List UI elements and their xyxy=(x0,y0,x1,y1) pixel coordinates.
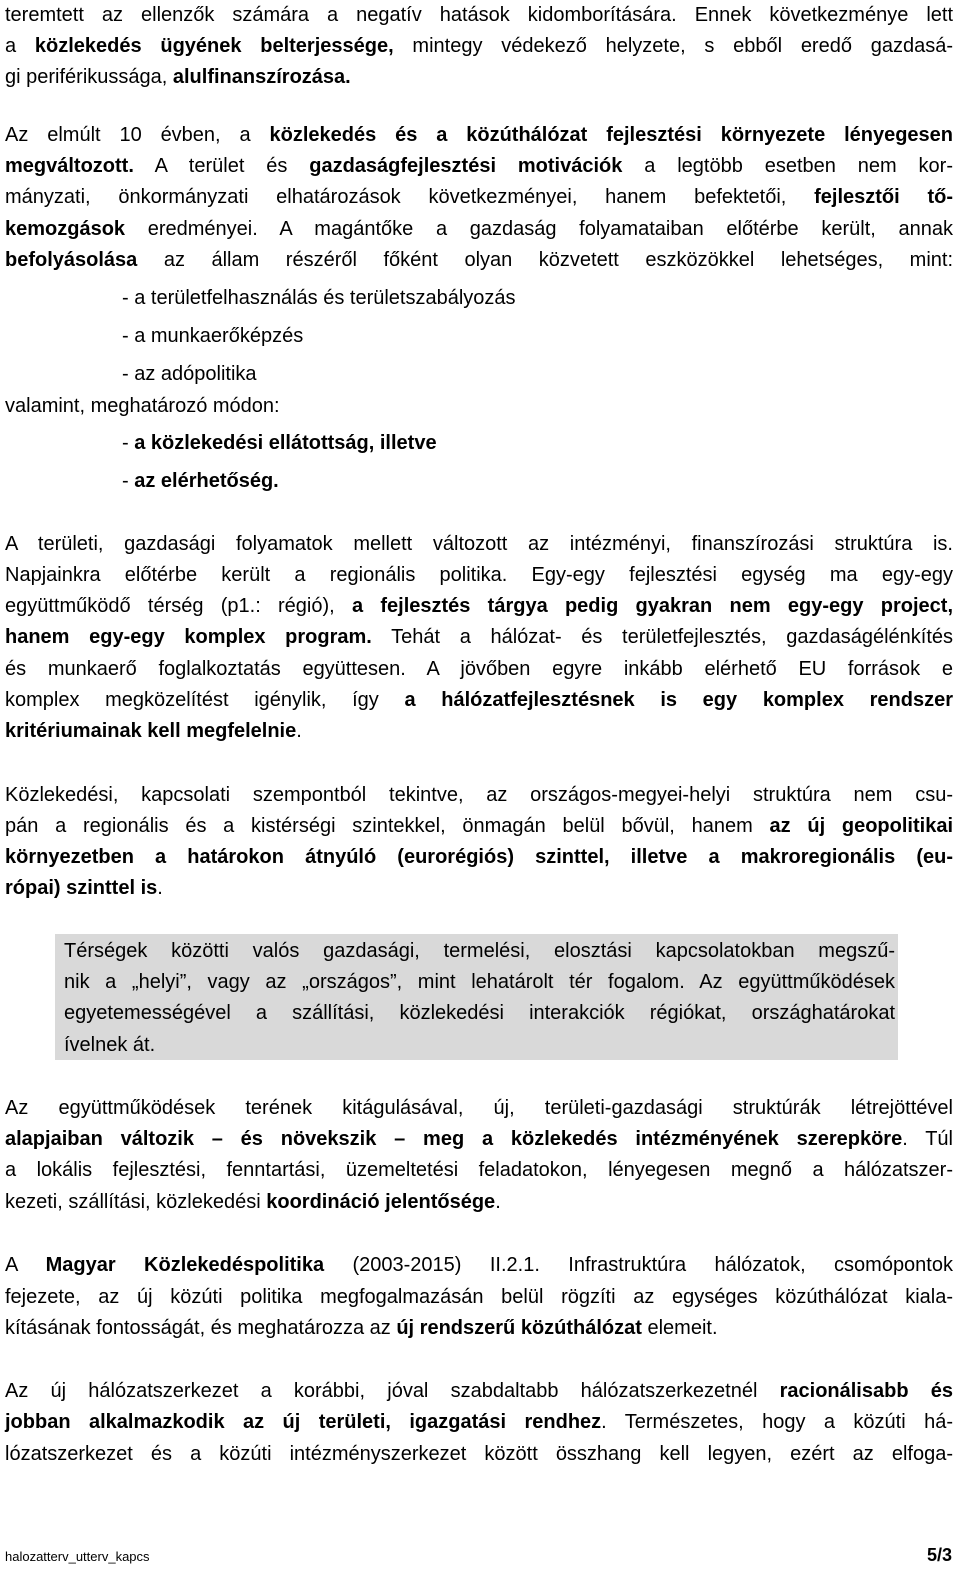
text-line xyxy=(5,214,953,244)
footer-filename: halozatterv_utterv_kapcs xyxy=(5,1549,150,1564)
text-run: és munkaerő foglalkoztatás együttesen. A jövőben egyre inkább elérhető EU források e xyxy=(5,658,953,680)
bold-text-run: racionálisabb és xyxy=(779,1380,953,1402)
text-run: . xyxy=(157,877,163,899)
text-run: a legtöbb esetben nem kor- xyxy=(622,155,953,177)
text-line xyxy=(5,1313,953,1343)
bold-text-run: új rendszerű közúthálózat xyxy=(396,1317,642,1339)
bold-text-run: az új geopolitikai xyxy=(769,815,953,837)
text-line xyxy=(5,1250,953,1280)
bold-text-run: a közlekedési ellátottság, illetve xyxy=(134,432,437,454)
text-run: . xyxy=(296,720,302,742)
text-line xyxy=(5,1407,953,1437)
text-run: Napjainkra előtérbe került a regionális politika. Egy-egy fejlesztési egység ma egy-egy xyxy=(5,564,953,586)
text-line xyxy=(5,1376,953,1406)
text-run: ívelnek át. xyxy=(64,1034,156,1056)
bold-text-run: megváltozott. xyxy=(5,155,134,177)
text-run: - a munkaerőképzés xyxy=(122,325,304,347)
text-line xyxy=(5,0,953,30)
text-line xyxy=(64,1030,895,1060)
text-line xyxy=(5,622,953,652)
bold-text-run: a fejlesztés tárgya pedig gyakran nem egy-egy project, xyxy=(351,595,953,617)
text-run: a lokális fejlesztési, fenntartási, üzemeltetési feladatokon, lényegesen megnő a hálózatszer- xyxy=(5,1159,953,1181)
text-run: Az elmúlt 10 évben, a xyxy=(5,124,270,146)
text-line xyxy=(5,31,953,61)
text-run: nik a „helyi”, vagy az „országos”, mint lehatárolt tér fogalom. Az együttműködések xyxy=(64,971,895,993)
text-run: elemeit. xyxy=(641,1317,718,1339)
text-run: mányzati, önkormányzati elhatározások következményei, hanem befektetői, xyxy=(5,186,815,208)
text-run: Közlekedési, kapcsolati szempontból tekintve, az országos-megyei-helyi struktúra nem csu- xyxy=(5,784,953,806)
text-line xyxy=(5,873,953,903)
bold-text-run: Magyar Közlekedéspolitika xyxy=(45,1254,325,1276)
text-line xyxy=(64,998,895,1028)
bold-text-run: közlekedés ügyének belterjessége, xyxy=(34,35,394,57)
text-run: - az adópolitika xyxy=(122,363,257,385)
text-line xyxy=(5,529,953,559)
bold-text-run: közlekedés és a közúthálózat fejlesztési környezete lényegesen xyxy=(269,124,954,146)
text-run: (2003-2015) II.2.1. Infrastruktúra hálózatok, csomópontok xyxy=(324,1254,953,1276)
text-run: kításának fontosságát, és meghatározza az xyxy=(5,1317,397,1339)
bold-text-run: hanem egy-egy komplex program. xyxy=(5,626,372,648)
text-run: az állam részéről főként olyan közvetett eszközökkel lehetséges, mint: xyxy=(137,249,953,271)
text-run: pán a regionális és a kistérségi szintekkel, önmagán belül bővül, hanem xyxy=(5,815,770,837)
text-run: gi periférikussága, xyxy=(5,66,173,88)
text-run: mintegy védekező helyzete, s ebből eredő gazdasá- xyxy=(393,35,953,57)
list-item xyxy=(122,321,303,351)
text-run: A területi, gazdasági folyamatok mellett változott az intézményi, finanszírozási struktúra is. xyxy=(5,533,953,555)
text-line xyxy=(5,685,953,715)
text-run: egyetemességével a szállítási, közlekedési interakciók régiókat, országhatárokat xyxy=(64,1002,895,1024)
text-line xyxy=(5,62,953,92)
bold-text-run: koordináció jelentősége xyxy=(266,1191,496,1213)
text-run: komplex megközelítést igénylik, így xyxy=(5,689,405,711)
text-line xyxy=(5,560,953,590)
text-run: Az új hálózatszerkezet a korábbi, jóval szabdaltabb hálózatszerkezetnél xyxy=(5,1380,780,1402)
bold-text-run: a hálózatfejlesztésnek is egy komplex rendszer xyxy=(404,689,953,711)
bold-text-run: fejlesztői tő- xyxy=(814,186,953,208)
text-line xyxy=(5,1093,953,1123)
bold-text-run: gazdaságfejlesztési motivációk xyxy=(309,155,623,177)
text-run: fejezete, az új közúti politika megfogalmazásán belül rögzíti az egységes közúthálózat kiala- xyxy=(5,1286,953,1308)
text-line xyxy=(5,591,953,621)
text-run: Az együttműködések terének kitágulásával, új, területi-gazdasági struktúrák létrejöttével xyxy=(5,1097,953,1119)
list-item xyxy=(122,466,279,496)
text-run: teremtett az ellenzők számára a negatív hatások kidomborítására. Ennek következménye lett xyxy=(5,4,953,26)
text-line xyxy=(5,1187,953,1217)
text-line xyxy=(5,1439,953,1469)
text-line xyxy=(64,967,895,997)
text-run: eredményei. A magántőke a gazdaság folyamataiban előtérbe került, annak xyxy=(125,218,953,240)
text-run: . Túl xyxy=(902,1128,953,1150)
text-run: . Természetes, hogy a közúti há- xyxy=(601,1411,953,1433)
bold-text-run: kritériumainak kell megfelelnie xyxy=(5,720,297,742)
list-item xyxy=(122,283,516,313)
text-line xyxy=(5,654,953,684)
bold-text-run: alapjaiban változik – és növekszik – meg a közlekedés intézményének szerepköre xyxy=(5,1128,903,1150)
text-line xyxy=(5,811,953,841)
text-line xyxy=(5,842,953,872)
text-line xyxy=(5,716,953,746)
text-run: . xyxy=(495,1191,501,1213)
bold-text-run: rópai) szinttel is xyxy=(5,877,158,899)
text-line xyxy=(64,936,895,966)
text-line xyxy=(5,780,953,810)
text-line xyxy=(5,182,953,212)
text-run: - a területfelhasználás és területszabályozás xyxy=(122,287,516,309)
text-line xyxy=(5,391,953,421)
text-run: - xyxy=(122,432,135,454)
bold-text-run: jobban alkalmazkodik az új területi, igazgatási rendhez xyxy=(5,1411,602,1433)
text-line xyxy=(5,245,953,275)
text-run: Tehát a hálózat- és területfejlesztés, gazdaságélénkítés xyxy=(371,626,953,648)
text-line xyxy=(5,1155,953,1185)
bold-text-run: alulfinanszírozása. xyxy=(172,66,351,88)
bold-text-run: az elérhetőség. xyxy=(134,470,279,492)
text-run: kezeti, szállítási, közlekedési xyxy=(5,1191,267,1213)
text-run: A terület és xyxy=(133,155,310,177)
list-item xyxy=(122,359,257,389)
text-line xyxy=(5,1124,953,1154)
list-item xyxy=(122,428,437,458)
text-run: a xyxy=(5,35,35,57)
bold-text-run: kemozgások xyxy=(5,218,126,240)
bold-text-run: befolyásolása xyxy=(5,249,138,271)
text-run: - xyxy=(122,470,135,492)
text-run: lózatszerkezet és a közúti intézményszerkezet között összhang kell legyen, ezért az elfoga- xyxy=(5,1443,953,1465)
text-line xyxy=(5,120,953,150)
text-line xyxy=(5,1282,953,1312)
text-line xyxy=(5,151,953,181)
text-run: Térségek közötti valós gazdasági, termelési, elosztási kapcsolatokban megszű- xyxy=(64,940,895,962)
text-run: együttműködő térség (p1.: régió), xyxy=(5,595,352,617)
text-run: A xyxy=(5,1254,46,1276)
bold-text-run: környezetben a határokon átnyúló (eurorégiós) szinttel, illetve a makroregionális (eu- xyxy=(5,846,953,868)
page-number: 5/3 xyxy=(926,1545,952,1565)
text-run: valamint, meghatározó módon: xyxy=(5,395,280,417)
